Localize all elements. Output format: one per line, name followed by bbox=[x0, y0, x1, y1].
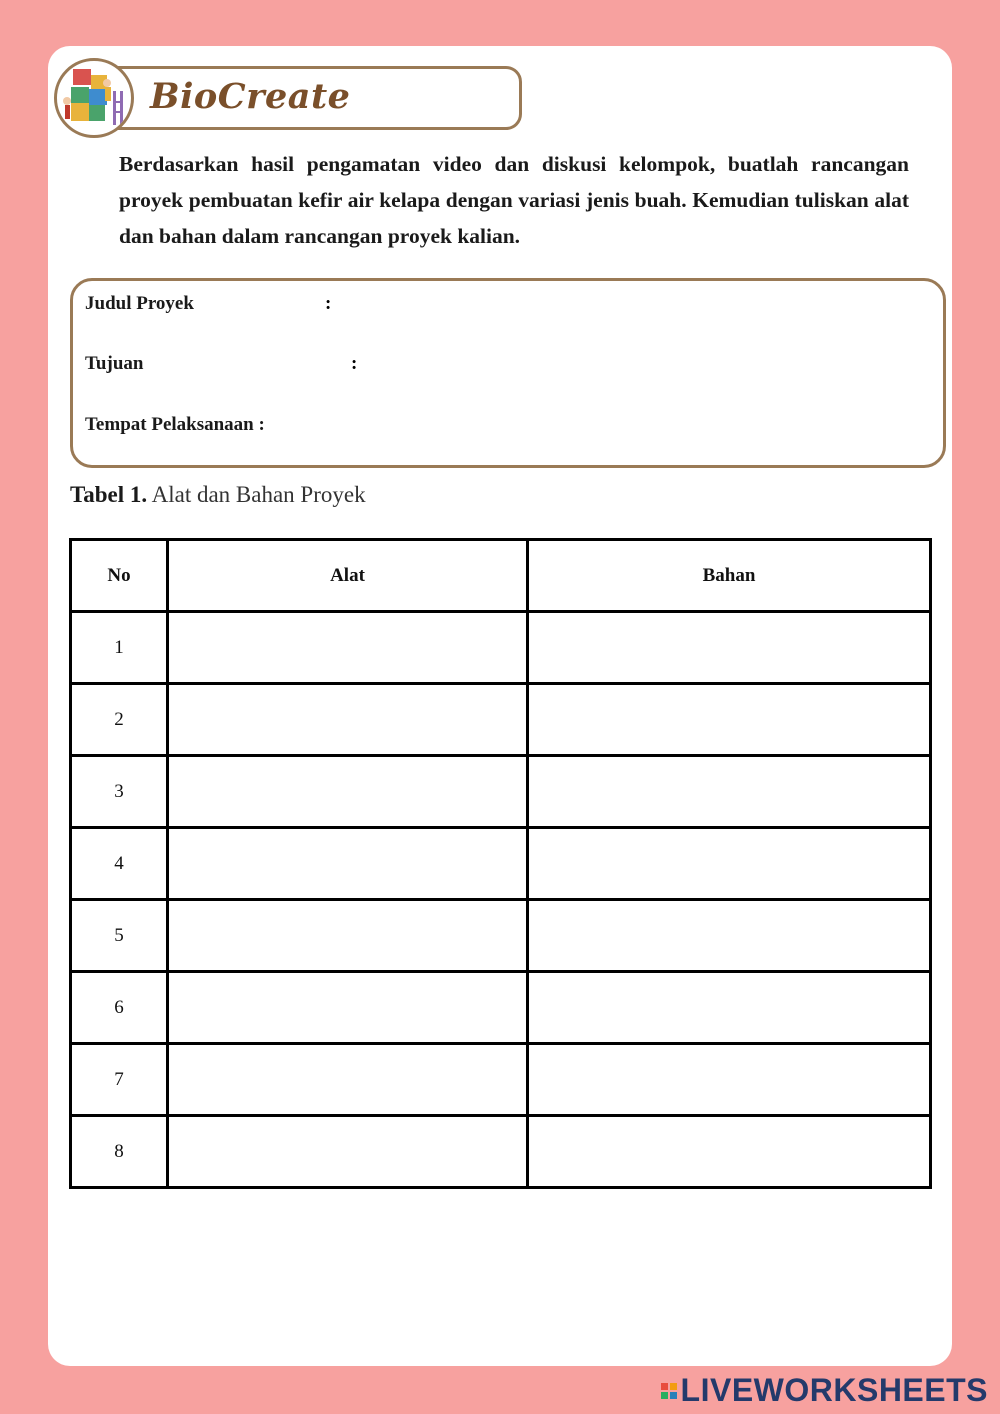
table-row bbox=[71, 1116, 931, 1188]
judul-proyek-label: Judul Proyek bbox=[85, 293, 194, 314]
table-row bbox=[71, 612, 931, 684]
tujuan-label: Tujuan bbox=[85, 353, 144, 374]
brand-title: BioCreate bbox=[150, 76, 351, 117]
watermark-text: LIVEWORKSHEETS bbox=[680, 1372, 988, 1408]
alat-cell[interactable] bbox=[168, 828, 528, 900]
row-number: 8 bbox=[71, 1116, 168, 1188]
bahan-cell[interactable] bbox=[528, 828, 931, 900]
table-row bbox=[71, 684, 931, 756]
instructions-text: Berdasarkan hasil pengamatan video dan diskusi kelompok, buatlah rancangan proyek pembuatan kefir air kelapa dengan variasi jenis buah. Kemudian tuliskan alat dan bahan dalam rancangan proyek kalian. bbox=[119, 152, 909, 248]
table-caption-number: Tabel 1. bbox=[70, 482, 148, 507]
alat-cell[interactable] bbox=[168, 1116, 528, 1188]
table-caption bbox=[70, 482, 366, 508]
tempat-pelaksanaan-label: Tempat Pelaksanaan : bbox=[85, 414, 265, 435]
project-info-box bbox=[70, 278, 946, 468]
header-alat: Alat bbox=[168, 540, 528, 612]
bahan-cell[interactable] bbox=[528, 1116, 931, 1188]
bahan-cell[interactable] bbox=[528, 972, 931, 1044]
tujuan-colon: : bbox=[351, 353, 358, 374]
bahan-cell[interactable] bbox=[528, 900, 931, 972]
tools-materials-table bbox=[69, 538, 932, 1189]
header-bahan: Bahan bbox=[528, 540, 931, 612]
row-number: 6 bbox=[71, 972, 168, 1044]
bahan-cell[interactable] bbox=[528, 1044, 931, 1116]
table-caption-text: Alat dan Bahan Proyek bbox=[147, 482, 366, 507]
table-row bbox=[71, 1044, 931, 1116]
row-number: 3 bbox=[71, 756, 168, 828]
alat-cell[interactable] bbox=[168, 612, 528, 684]
row-number: 1 bbox=[71, 612, 168, 684]
judul-proyek-colon: : bbox=[325, 293, 332, 314]
alat-cell[interactable] bbox=[168, 1044, 528, 1116]
bahan-cell[interactable] bbox=[528, 684, 931, 756]
alat-cell[interactable] bbox=[168, 684, 528, 756]
liveworksheets-logo-icon bbox=[661, 1383, 677, 1399]
row-number: 5 bbox=[71, 900, 168, 972]
table-row bbox=[71, 900, 931, 972]
row-number: 4 bbox=[71, 828, 168, 900]
alat-cell[interactable] bbox=[168, 756, 528, 828]
table-header-row bbox=[71, 540, 931, 612]
alat-cell[interactable] bbox=[168, 972, 528, 1044]
table-row bbox=[71, 756, 931, 828]
row-number: 7 bbox=[71, 1044, 168, 1116]
liveworksheets-watermark[interactable] bbox=[661, 1372, 988, 1409]
bahan-cell[interactable] bbox=[528, 612, 931, 684]
puzzle-logo-icon bbox=[54, 58, 134, 138]
table-row bbox=[71, 828, 931, 900]
header-no: No bbox=[71, 540, 168, 612]
table-row bbox=[71, 972, 931, 1044]
row-number: 2 bbox=[71, 684, 168, 756]
alat-cell[interactable] bbox=[168, 900, 528, 972]
bahan-cell[interactable] bbox=[528, 756, 931, 828]
